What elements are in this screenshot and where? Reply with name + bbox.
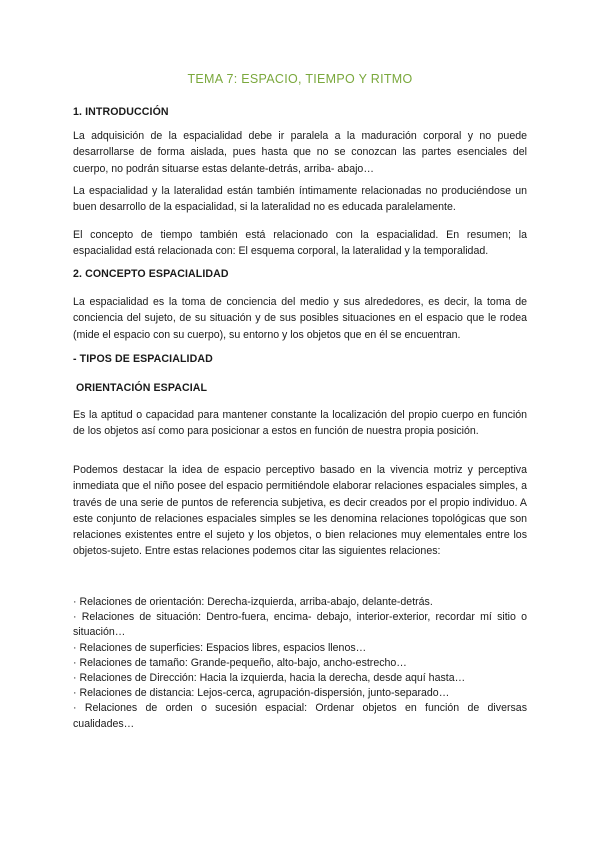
section-heading-introduccion: 1. INTRODUCCIÓN <box>73 106 169 118</box>
list-item: · Relaciones de situación: Dentro-fuera, encima- debajo, interior-exterior, recordar mí sitio o situación… <box>73 611 527 639</box>
intro-paragraph-2: La espacialidad y la lateralidad están también íntimamente relacionadas no produciéndose un buen desarrollo de la espacialidad, si la lateralidad no es educada paralelamente. <box>73 185 527 214</box>
list-item: · Relaciones de distancia: Lejos-cerca, agrupación-dispersión, junto-separado… <box>73 687 450 700</box>
orientation-paragraph-2: Podemos destacar la idea de espacio perceptivo basado en la vivencia motriz y perceptiva inmediata que el niño posee del espacio permitiéndole elaborar relaciones espaciales simples, a través de una serie de puntos de referencia subjetiva, es decir creados por el propio individuo. A este conjunto de relaciones espaciales simples se les denomina relaciones topológicas que son relaciones existentes entre el sujeto y los objetos, o bien relaciones muy elementales entre los objetos-sujeto. Entre estas relaciones podemos citar las siguientes relaciones: <box>73 464 527 558</box>
list-item: · Relaciones de orientación: Derecha-izquierda, arriba-abajo, delante-detrás. <box>73 596 433 608</box>
list-item: · Relaciones de superficies: Espacios libres, espacios llenos… <box>73 641 367 654</box>
document-title: TEMA 7: ESPACIO, TIEMPO Y RITMO <box>187 72 413 86</box>
subheading-orientacion-espacial: ORIENTACIÓN ESPACIAL <box>76 382 208 394</box>
concept-paragraph: La espacialidad es la toma de conciencia del medio y sus alrededores, es decir, la toma de conciencia del sujeto, de su situación y de sus posibles situaciones en el espacio que le rodea (mide el espacio con su cuerpo), su entorno y los objetos que en él se encuentran. <box>73 296 527 341</box>
orientation-paragraph-1: Es la aptitud o capacidad para mantener constante la localización del propio cuerpo en función de los objetos así como para posicionar a estos en función de nuestra propia posición. <box>73 409 527 438</box>
list-item: · Relaciones de Dirección: Hacia la izquierda, hacia la derecha, desde aquí hasta… <box>73 672 466 685</box>
relations-list <box>73 595 527 732</box>
list-item: · Relaciones de orden o sucesión espacial: Ordenar objetos en función de diversas cualidades… <box>73 702 527 730</box>
list-item: · Relaciones de tamaño: Grande-pequeño, alto-bajo, ancho-estrecho… <box>73 656 407 669</box>
intro-paragraph-1: La adquisición de la espacialidad debe ir paralela a la maduración corporal y no puede desarrollarse de forma aislada, pues hasta que no se conozcan las partes esenciales del cuerpo, no podrán situarse estas delante-detrás, arriba- abajo… <box>73 130 527 175</box>
subheading-tipos-espacialidad: - TIPOS DE ESPACIALIDAD <box>73 353 213 365</box>
section-heading-concepto: 2. CONCEPTO ESPACIALIDAD <box>73 268 229 280</box>
intro-paragraph-3: El concepto de tiempo también está relacionado con la espacialidad. En resumen; la espacialidad está relacionada con: El esquema corporal, la lateralidad y la temporalidad. <box>73 229 527 258</box>
